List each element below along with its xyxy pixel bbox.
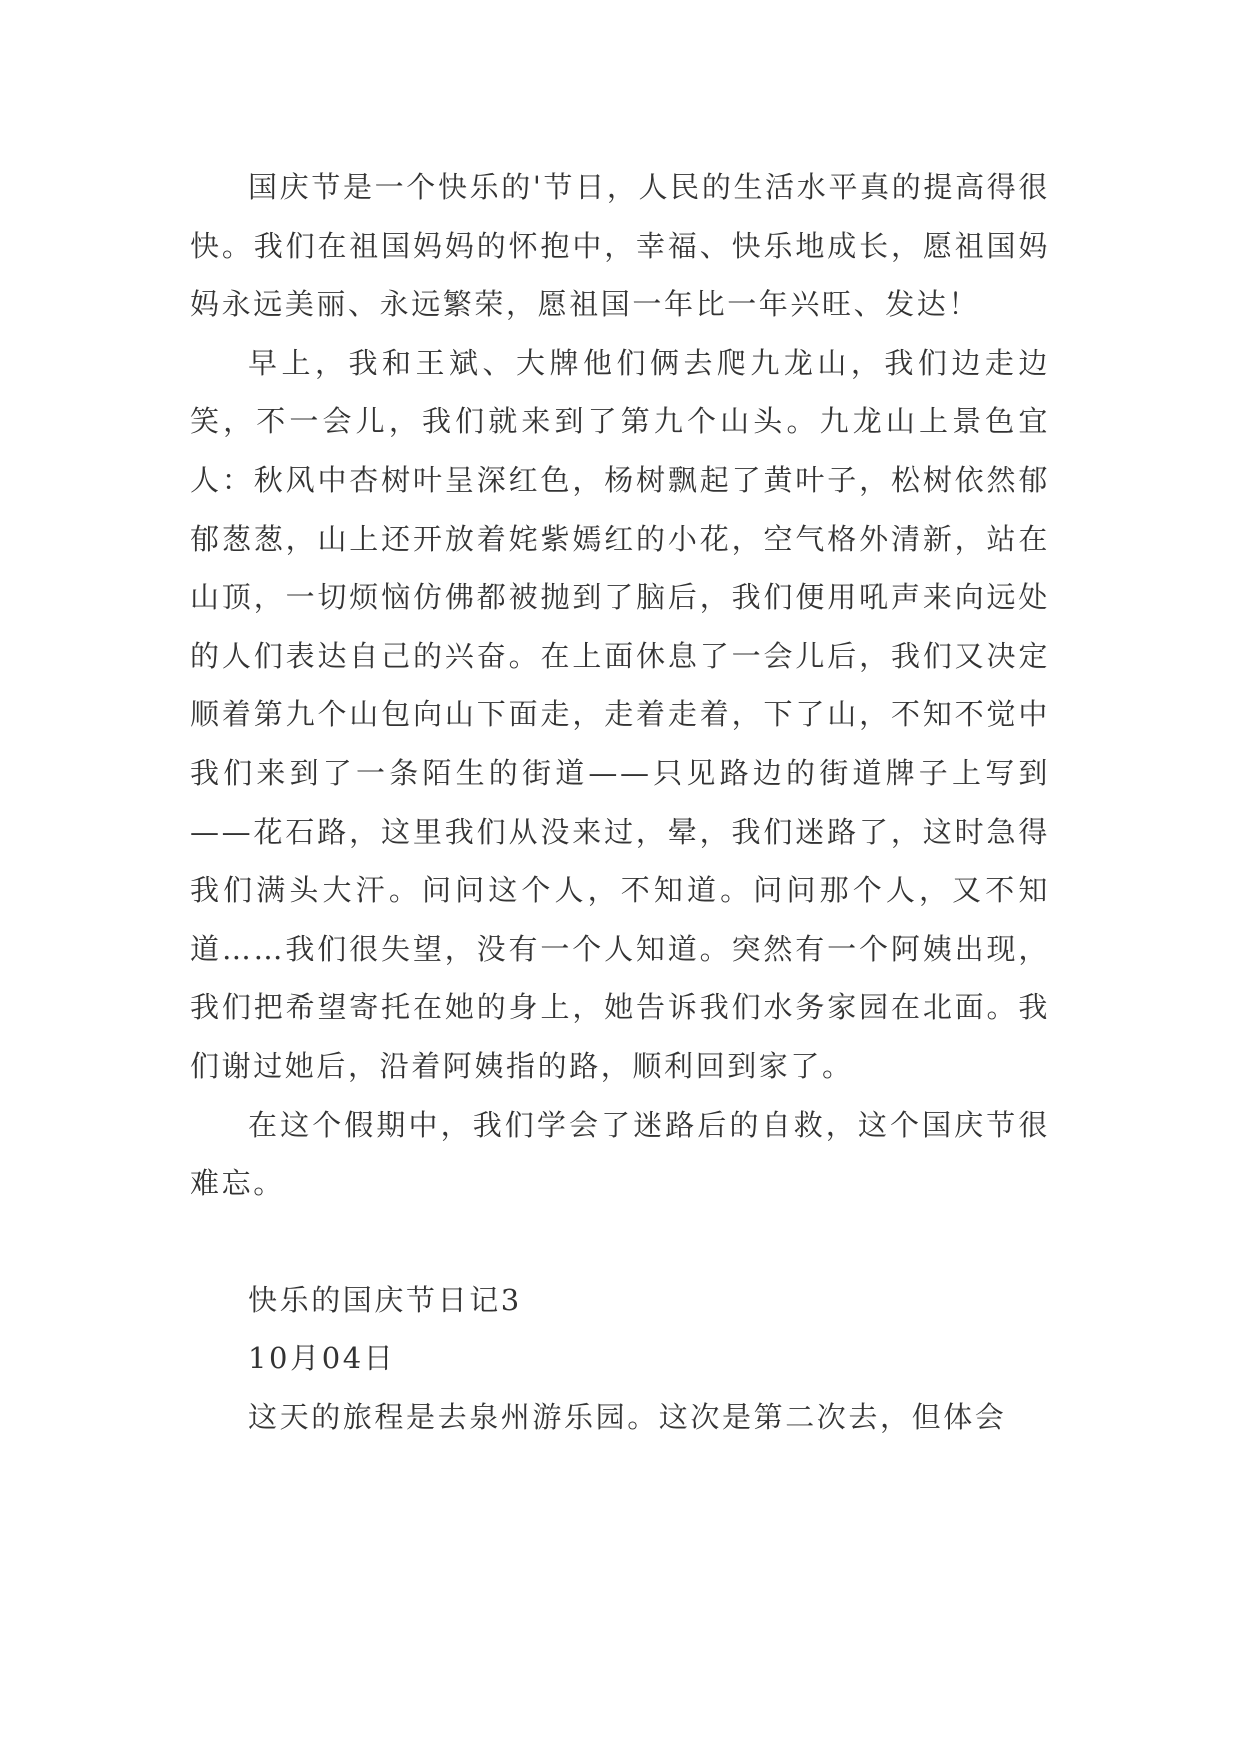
paragraph-story: 早上，我和王斌、大牌他们俩去爬九龙山，我们边走边笑，不一会儿，我们就来到了第九个山头。九龙山上景色宜人：秋风中杏树叶呈深红色，杨树飘起了黄叶子，松树依然郁郁葱葱，山上还开放着姹紫嫣红的小花，空气格外清新，站在山顶，一切烦恼仿佛都被抛到了脑后，我们便用吼声来向远处的人们表达自己的兴奋。在上面休息了一会儿后，我们又决定顺着第九个山包向山下面走，走着走着，下了山，不知不觉中我们来到了一条陌生的街道——只见路边的街道牌子上写到——花石路，这里我们从没来过，晕，我们迷路了，这时急得我们满头大汗。问问这个人，不知道。问问那个人，又不知道……我们很失望，没有一个人知道。突然有一个阿姨出现，我们把希望寄托在她的身上，她告诉我们水务家园在北面。我们谢过她后，沿着阿姨指的路，顺利回到家了。	[190, 345, 1050, 1083]
document-body	[190, 158, 1050, 1446]
paragraph-intro: 国庆节是一个快乐的'节日，人民的生活水平真的提高得很快。我们在祖国妈妈的怀抱中，幸福、快乐地成长，愿祖国妈妈永远美丽、永远繁荣，愿祖国一年比一年兴旺、发达！	[190, 170, 1050, 322]
diary-entry-header	[190, 1271, 1050, 1447]
paragraph-conclusion: 在这个假期中，我们学会了迷路后的自救，这个国庆节很难忘。	[190, 1107, 1050, 1201]
paragraph-start: 这天的旅程是去泉州游乐园。这次是第二次去，但体会	[248, 1399, 1007, 1434]
section-title: 快乐的国庆节日记3	[248, 1282, 522, 1317]
entry-date: 10月04日	[248, 1341, 396, 1376]
